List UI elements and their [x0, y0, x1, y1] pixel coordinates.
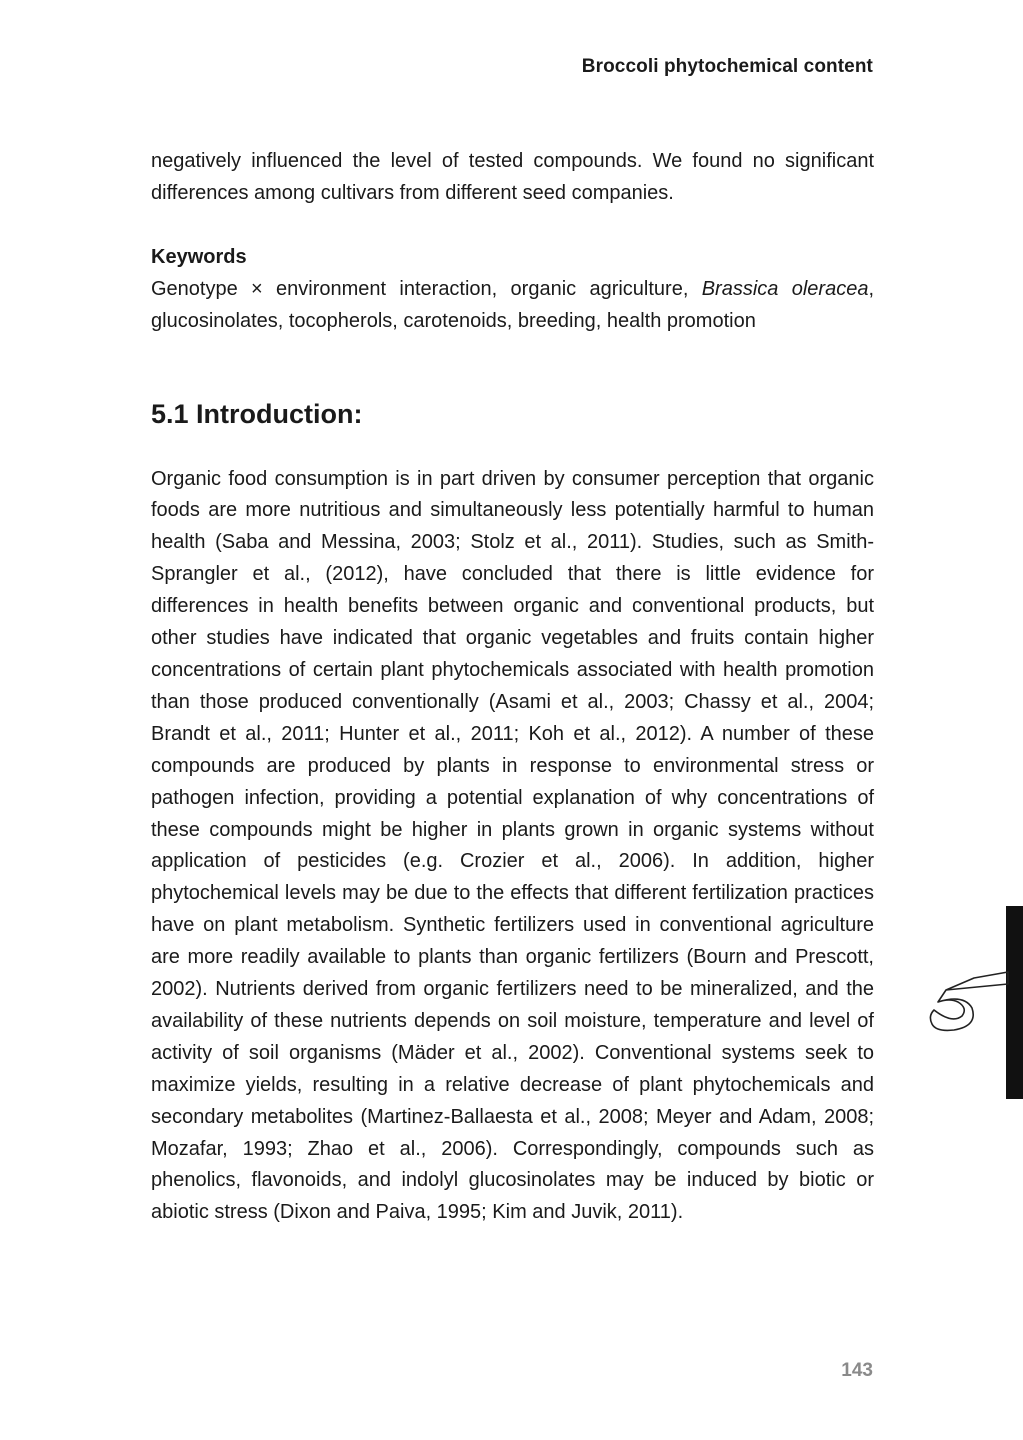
keywords-heading: Keywords	[151, 245, 247, 268]
page-number: 143	[841, 1360, 873, 1381]
abstract-continuation: negatively influenced the level of tested compounds. We found no significant differences among cultivars from different seed companies.	[151, 150, 874, 204]
keywords-italic-term: Brassica oleracea	[701, 277, 869, 300]
chapter-5-outline-icon	[924, 968, 1010, 1038]
running-header: Broccoli phytochemical content	[581, 56, 873, 77]
page-content	[151, 146, 874, 1229]
keywords-part-2: , glucosinolates, tocopherols, carotenoids, breeding, health promotion	[151, 277, 875, 332]
section-heading: 5.1 Introduction:	[151, 398, 363, 429]
keywords-list	[151, 274, 874, 338]
introduction-paragraph: Organic food consumption is in part driven by consumer perception that organic foods are more nutritious and simultaneously less potentially harmful to human health (Saba and Messina, 2003; Stolz et al., 2011). Studies, such as Smith-Sprangler et al., (2012), have concluded that there is little evidence for differences in health benefits between organic and conventional products, but other studies have indicated that organic vegetables and fruits contain higher concentrations of certain plant phytochemicals associated with health promotion than those produced conventionally (Asami et al., 2003; Chassy et al., 2004; Brandt et al., 2011; Hunter et al., 2011; Koh et al., 2012). A number of these compounds are produced by plants in response to environmental stress or pathogen infection, providing a potential explanation of why concentrations of these compounds might be higher in plants grown in organic systems without application of pesticides (e.g. Crozier et al., 2006). In addition, higher phytochemical levels may be due to the effects that different fertilization practices have on plant metabolism. Synthetic fertilizers used in conventional agriculture are more readily available to plants than organic fertilizers (Bourn and Prescott, 2002). Nutrients derived from organic fertilizers need to be mineralized, and the availability of these nutrients depends on soil moisture, temperature and level of activity of soil organisms (Mäder et al., 2002). Conventional systems seek to maximize yields, resulting in a relative decrease of plant phytochemicals and secondary metabolites (Martinez-Ballaesta et al., 2008; Meyer and Adam, 2008; Mozafar, 1993; Zhao et al., 2006). Correspondingly, compounds such as phenolics, flavonoids, and indolyl glucosinolates may be induced by biotic or abiotic stress (Dixon and Paiva, 1995; Kim and Juvik, 2011).	[151, 467, 874, 1224]
keywords-part-1: Genotype × environment interaction, organic agriculture,	[151, 277, 702, 300]
